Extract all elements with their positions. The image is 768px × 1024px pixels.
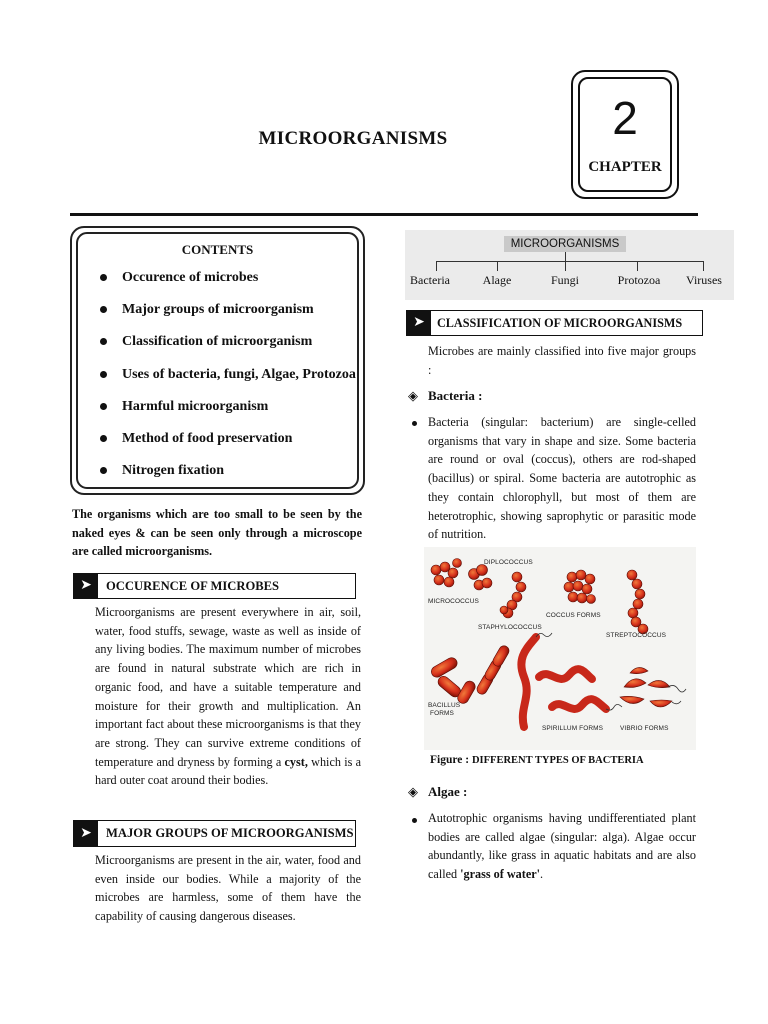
contents-item xyxy=(98,367,356,399)
intro-definition: The organisms which are too small to be seen by the naked eyes & can be seen only through a microscope are called microorganisms. xyxy=(72,507,362,559)
tree-leaf: Alage xyxy=(482,273,512,287)
figure-label-vibrio: VIBRIO FORMS xyxy=(620,725,669,732)
algae-paragraph xyxy=(428,809,696,884)
bullet-icon xyxy=(100,274,107,281)
bullet-icon xyxy=(412,818,417,823)
bacteria-illustration xyxy=(424,547,696,750)
page-title: MICROORGANISMS xyxy=(258,128,448,149)
classification-intro: Microbes are mainly classified into five major groups : xyxy=(428,344,696,377)
diamond-bullet-icon: ◈ xyxy=(408,388,418,403)
tree-leaf: Fungi xyxy=(550,273,580,287)
figure-label-staphylococcus: STAPHYLOCOCCUS xyxy=(478,624,542,631)
tree-connector xyxy=(565,261,566,271)
diplococcus-pair xyxy=(469,565,493,591)
contents-item-label: Harmful microorganism xyxy=(122,398,269,414)
micrococcus-cluster xyxy=(431,559,462,588)
contents-item-label: Method of food preservation xyxy=(122,430,293,446)
chapter-number: 2 xyxy=(612,92,638,144)
contents-item-label: Classification of microorganism xyxy=(122,334,313,350)
tree-leaf: Viruses xyxy=(686,273,722,287)
section-heading: MAJOR GROUPS OF MICROORGANISMS xyxy=(106,826,354,840)
tree-leaf: Bacteria xyxy=(410,273,450,287)
contents-item-label: Nitrogen fixation xyxy=(122,463,225,479)
coccus-forms-cluster xyxy=(564,570,596,604)
paragraph-text: Microorganisms are present everywhere in air, soil, water, food stuffs, sewage, waste as well as inside of any living bodies. The maximum number of microbes are found in natural substrate which are rich in organic food, and have a suitable temperature and moisture for their growth and multiplication. An important fact about these microorganisms is that they are strong. They can survive extreme conditions of temperature and dryness by forming a xyxy=(95,605,361,769)
tree-connector xyxy=(637,261,638,271)
major-groups-paragraph: Microorganisms are present in the air, water, food and even inside our bodies. While a majority of the microbes are harmless, some of them have the capability of causing dangerous diseases. xyxy=(95,853,361,924)
section-header-occurence xyxy=(73,573,356,599)
tree-leaf: Protozoa xyxy=(617,273,661,287)
bullet-icon xyxy=(100,403,107,410)
paragraph-text: Autotrophic organisms having undifferentiated plant bodies are called algae (singular: alga). Algae occur abundantly, like grass in aquatic habitats and are also called xyxy=(428,811,696,882)
bullet-icon xyxy=(412,421,417,426)
arrow-right-icon: ➤ xyxy=(74,574,98,598)
tree-connector xyxy=(436,261,437,271)
contents-box-inner-border xyxy=(76,232,359,489)
contents-box xyxy=(70,226,365,495)
bullet-icon xyxy=(100,306,107,313)
paragraph-text: which is a hard outer coat around their bodies. xyxy=(95,754,362,788)
spirillum-forms xyxy=(521,637,606,727)
figure-label-diplococcus: DIPLOCOCCUS xyxy=(484,559,533,566)
contents-item xyxy=(98,463,356,495)
bold-term: 'grass of water' xyxy=(460,867,541,882)
contents-item-label: Occurence of microbes xyxy=(122,270,259,285)
figure-label-spirillum: SPIRILLUM FORMS xyxy=(542,725,604,732)
contents-item-label: Uses of bacteria, fungi, Algae, Protozoa xyxy=(122,366,356,382)
chapter-badge xyxy=(571,70,679,199)
chapter-label: CHAPTER xyxy=(588,159,662,175)
contents-item xyxy=(98,334,356,366)
tree-connector xyxy=(565,252,566,261)
bullet-icon xyxy=(100,371,107,378)
caption-text: DIFFERENT TYPES OF BACTERIA xyxy=(471,755,644,766)
section-heading: CLASSIFICATION OF MICROORGANISMS xyxy=(437,316,683,330)
figure-label-streptococcus: STREPTOCOCCUS xyxy=(606,632,667,639)
contents-item xyxy=(98,270,356,302)
tree-connector xyxy=(497,261,498,271)
diamond-bullet-icon: ◈ xyxy=(408,784,418,799)
tree-root: MICROORGANISMS xyxy=(504,236,626,252)
subheading-text: Algae : xyxy=(428,784,468,799)
contents-item xyxy=(98,431,356,463)
bacteria-types-figure xyxy=(424,547,696,750)
figure-label-bacillus-forms: FORMS xyxy=(430,710,454,717)
figure-label-micrococcus: MICROCOCCUS xyxy=(428,598,479,605)
chapter-badge-inner-border xyxy=(578,77,672,192)
algae-heading xyxy=(408,784,467,800)
contents-item-label: Major groups of microorganism xyxy=(122,302,314,318)
subheading-text: Bacteria : xyxy=(428,388,483,403)
figure-label-coccus-forms: COCCUS FORMS xyxy=(546,612,601,619)
bold-term: cyst, xyxy=(284,754,308,769)
streptococcus-chain xyxy=(627,570,648,634)
arrow-right-icon: ➤ xyxy=(407,311,431,335)
contents-heading: CONTENTS xyxy=(181,242,254,257)
header-divider xyxy=(70,213,698,216)
staphylococcus-chain xyxy=(500,572,526,618)
classification-tree-diagram xyxy=(405,230,734,300)
tree-connector xyxy=(703,261,704,271)
occurence-paragraph xyxy=(95,603,361,790)
bacteria-heading xyxy=(408,388,483,404)
arrow-right-icon: ➤ xyxy=(74,821,98,846)
vibrio-forms xyxy=(620,667,672,707)
section-header-major-groups xyxy=(73,820,356,847)
paragraph-text: . xyxy=(540,867,544,882)
figure-label-bacillus: BACILLUS xyxy=(428,702,461,709)
bullet-icon xyxy=(100,338,107,345)
bullet-icon xyxy=(100,467,107,474)
figure-caption xyxy=(430,754,644,766)
section-header-classification xyxy=(406,310,703,336)
bullet-icon xyxy=(100,435,107,442)
bacillus-rods xyxy=(429,644,510,705)
contents-item xyxy=(98,399,356,431)
section-heading: OCCURENCE OF MICROBES xyxy=(106,579,280,593)
bacteria-paragraph: Bacteria (singular: bacterium) are single-celled organisms that vary in shape and size. Some bacteria are round or oval (coccus), others are rod-shaped (bacillus) or spiral. Some bacteria are autotrophic as they contain chlorophyll, but most of them are heterotrophic, showing saprophytic or parasitic mode of nutrition. xyxy=(428,415,696,542)
contents-item xyxy=(98,302,356,334)
contents-list xyxy=(98,270,356,495)
tree-connector xyxy=(436,261,703,262)
caption-prefix: Figure : xyxy=(430,754,470,766)
